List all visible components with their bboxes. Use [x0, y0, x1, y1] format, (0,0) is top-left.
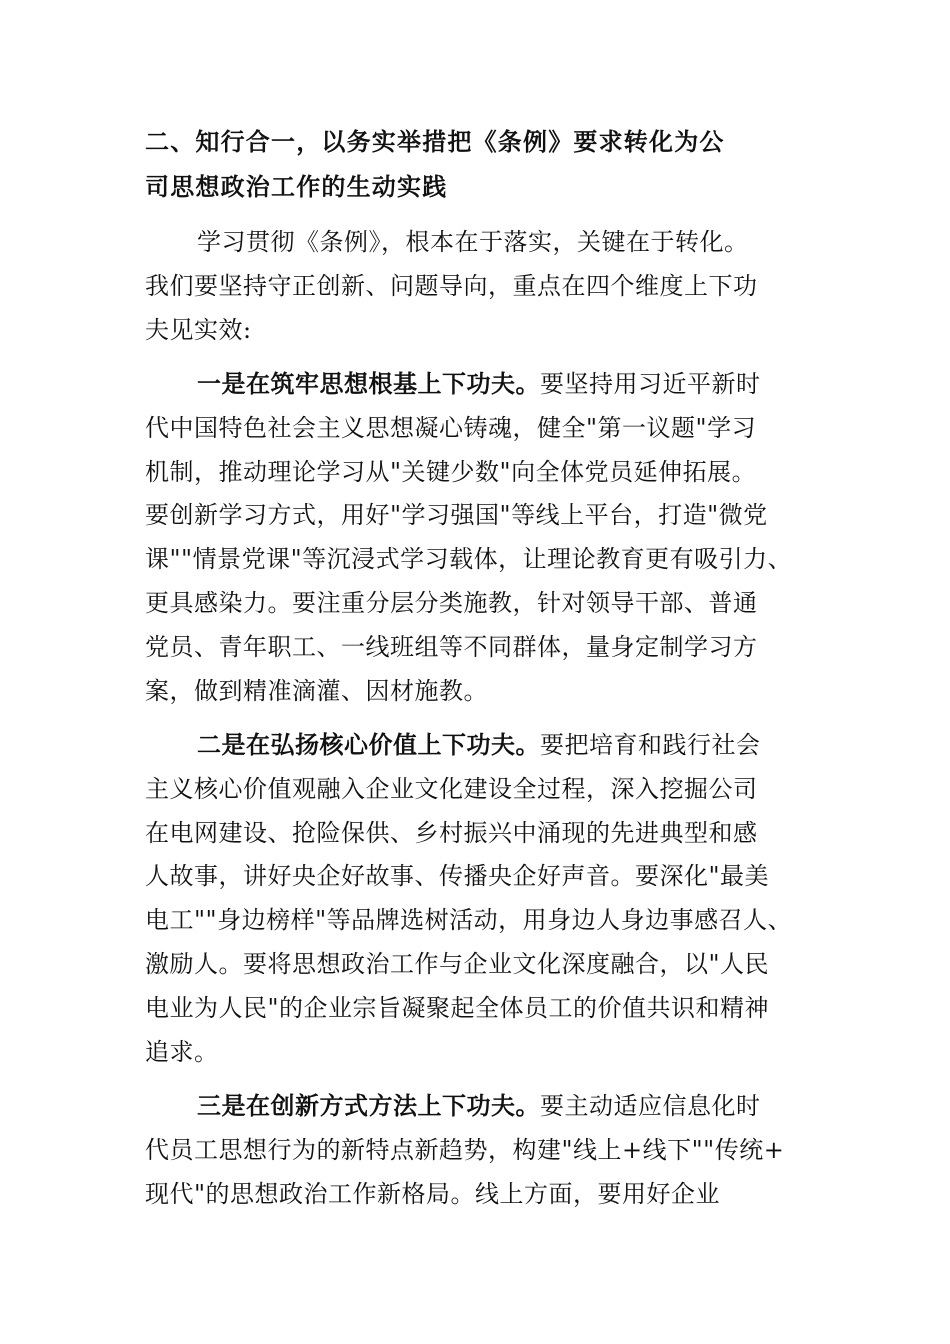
p2-line-8: 追求。	[145, 1038, 219, 1066]
p2-line-5: 电工""身边榜样"等品牌选树活动，用身边人身边事感召人、	[145, 906, 793, 934]
p1-line-1	[197, 369, 761, 399]
p3-lead: 三是在创新方式方法上下功夫。	[197, 1091, 540, 1120]
section-heading-line-2: 司思想政治工作的生动实践	[145, 172, 448, 201]
p3-line-3: 现代"的思想政治工作新格局。线上方面，要用好企业	[145, 1180, 721, 1208]
intro-line-3: 夫见实效:	[145, 316, 252, 344]
p1-lead: 一是在筑牢思想根基上下功夫。	[197, 369, 540, 398]
intro-line-2: 我们要坚持守正创新、问题导向，重点在四个维度上下功	[145, 272, 758, 300]
p3-line-2: 代员工思想行为的新特点新趋势，构建"线上+线下""传统+	[145, 1136, 785, 1164]
p1-line-6: 更具感染力。要注重分层分类施教，针对领导干部、普通	[145, 589, 758, 617]
p2-line-4: 人故事，讲好央企好故事、传播央企好声音。要深化"最美	[145, 862, 770, 890]
p1-line-5: 课""情景党课"等沉浸式学习载体，让理论教育更有吸引力、	[145, 545, 793, 573]
p1-line-7: 党员、青年职工、一线班组等不同群体，量身定制学习方	[145, 633, 758, 661]
p1-line-2: 代中国特色社会主义思想凝心铸魂，健全"第一议题"学习	[145, 414, 757, 442]
p2-line-1-rest: 要把培育和践行社会	[540, 731, 761, 759]
p3-line-1-rest: 要主动适应信息化时	[540, 1092, 761, 1120]
p1-line-4: 要创新学习方式，用好"学习强国"等线上平台，打造"微党	[145, 501, 768, 529]
p2-line-2: 主义核心价值观融入企业文化建设全过程，深入挖掘公司	[145, 775, 758, 803]
p2-lead: 二是在弘扬核心价值上下功夫。	[197, 730, 540, 759]
section-heading-line-1: 二、知行合一，以务实举措把《条例》要求转化为公	[145, 127, 725, 156]
p2-line-6: 激励人。要将思想政治工作与企业文化深度融合，以"人民	[145, 950, 770, 978]
p1-line-8: 案，做到精准滴灌、因材施教。	[145, 677, 488, 705]
p1-line-3: 机制，推动理论学习从"关键少数"向全体党员延伸拓展。	[145, 458, 757, 486]
p1-line-1-rest: 要坚持用习近平新时	[540, 370, 761, 398]
p3-line-1	[197, 1091, 761, 1121]
p2-line-7: 电业为人民"的企业宗旨凝聚起全体员工的价值共识和精神	[145, 994, 770, 1022]
p2-line-1	[197, 730, 761, 760]
p2-line-3: 在电网建设、抢险保供、乡村振兴中涌现的先进典型和感	[145, 819, 758, 847]
intro-line-1: 学习贯彻《条例》，根本在于落实，关键在于转化。	[197, 228, 749, 256]
